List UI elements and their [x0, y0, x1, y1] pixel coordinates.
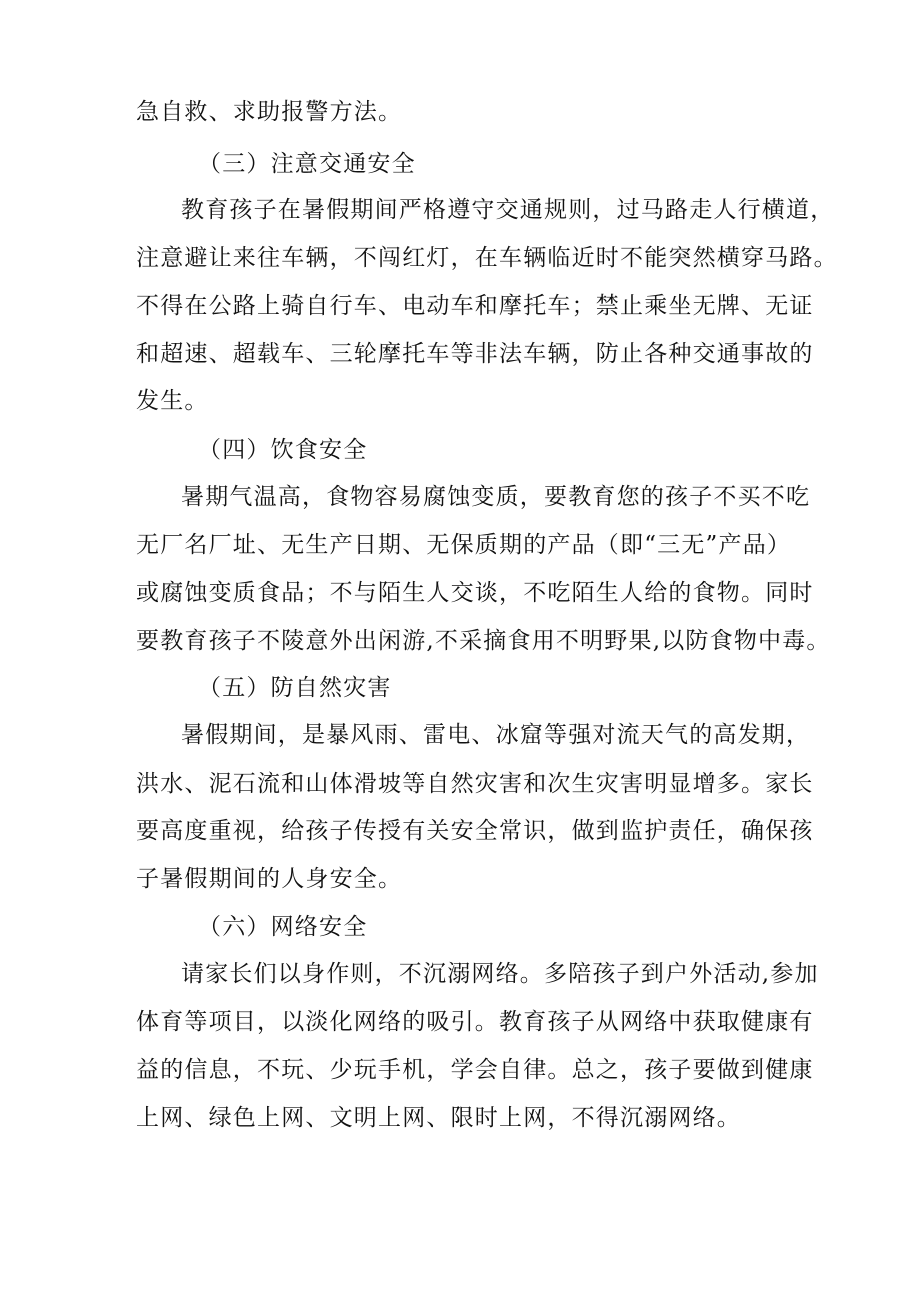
section-heading-traffic-safety: （三）注意交通安全 — [198, 151, 416, 177]
paragraph-line: 教育孩子在暑假期间严格遵守交通规则，过马路走人行横道， — [181, 197, 835, 223]
paragraph-line: 益的信息，不玩、少玩手机，学会自律。总之，孩子要做到健康 — [136, 1057, 814, 1083]
paragraph-line: 要教育孩子不陵意外出闲游,不采摘食用不明野果,以防食物中毒。 — [136, 628, 831, 654]
paragraph-line: 不得在公路上骑自行车、电动车和摩托车；禁止乘坐无牌、无证 — [136, 293, 814, 319]
paragraph-line: 子暑假期间的人身安全。 — [136, 866, 403, 892]
paragraph-line: 体育等项目，以淡化网络的吸引。教育孩子从网络中获取健康有 — [136, 1009, 814, 1035]
paragraph-line: 注意避让来往车辆，不闯红灯，在车辆临近时不能突然横穿马路。 — [136, 245, 838, 271]
section-heading-natural-disasters: （五）防自然灾害 — [198, 675, 392, 701]
section-heading-food-safety: （四）饮食安全 — [198, 437, 368, 463]
section-heading-internet-safety: （六）网络安全 — [198, 914, 368, 940]
paragraph-line: 发生。 — [136, 388, 209, 414]
paragraph-line-continuation: 急自救、求助报警方法。 — [136, 99, 403, 125]
paragraph-line: 和超速、超载车、三轮摩托车等非法车辆，防止各种交通事故的 — [136, 341, 814, 367]
paragraph-line: 上网、绿色上网、文明上网、限时上网，不得沉溺网络。 — [136, 1105, 741, 1131]
paragraph-line: 暑期气温高，食物容易腐蚀变质，要教育您的孩子不买不吃 — [181, 484, 811, 510]
paragraph-line: 无厂名厂址、无生产日期、无保质期的产品（即“三无”产品） — [136, 532, 792, 558]
paragraph-line: 请家长们以身作则，不沉溺网络。多陪孩子到户外活动,参加 — [181, 961, 819, 987]
paragraph-line: 或腐蚀变质食品；不与陌生人交谈，不吃陌生人给的食物。同时 — [136, 580, 814, 606]
paragraph-line: 要高度重视，给孩子传授有关安全常识，做到监护责任，确保孩 — [136, 818, 814, 844]
paragraph-line: 洪水、泥石流和山体滑坡等自然灾害和次生灾害明显增多。家长 — [136, 771, 814, 797]
paragraph-line: 暑假期间，是暴风雨、雷电、冰窟等强对流天气的高发期， — [181, 722, 811, 748]
